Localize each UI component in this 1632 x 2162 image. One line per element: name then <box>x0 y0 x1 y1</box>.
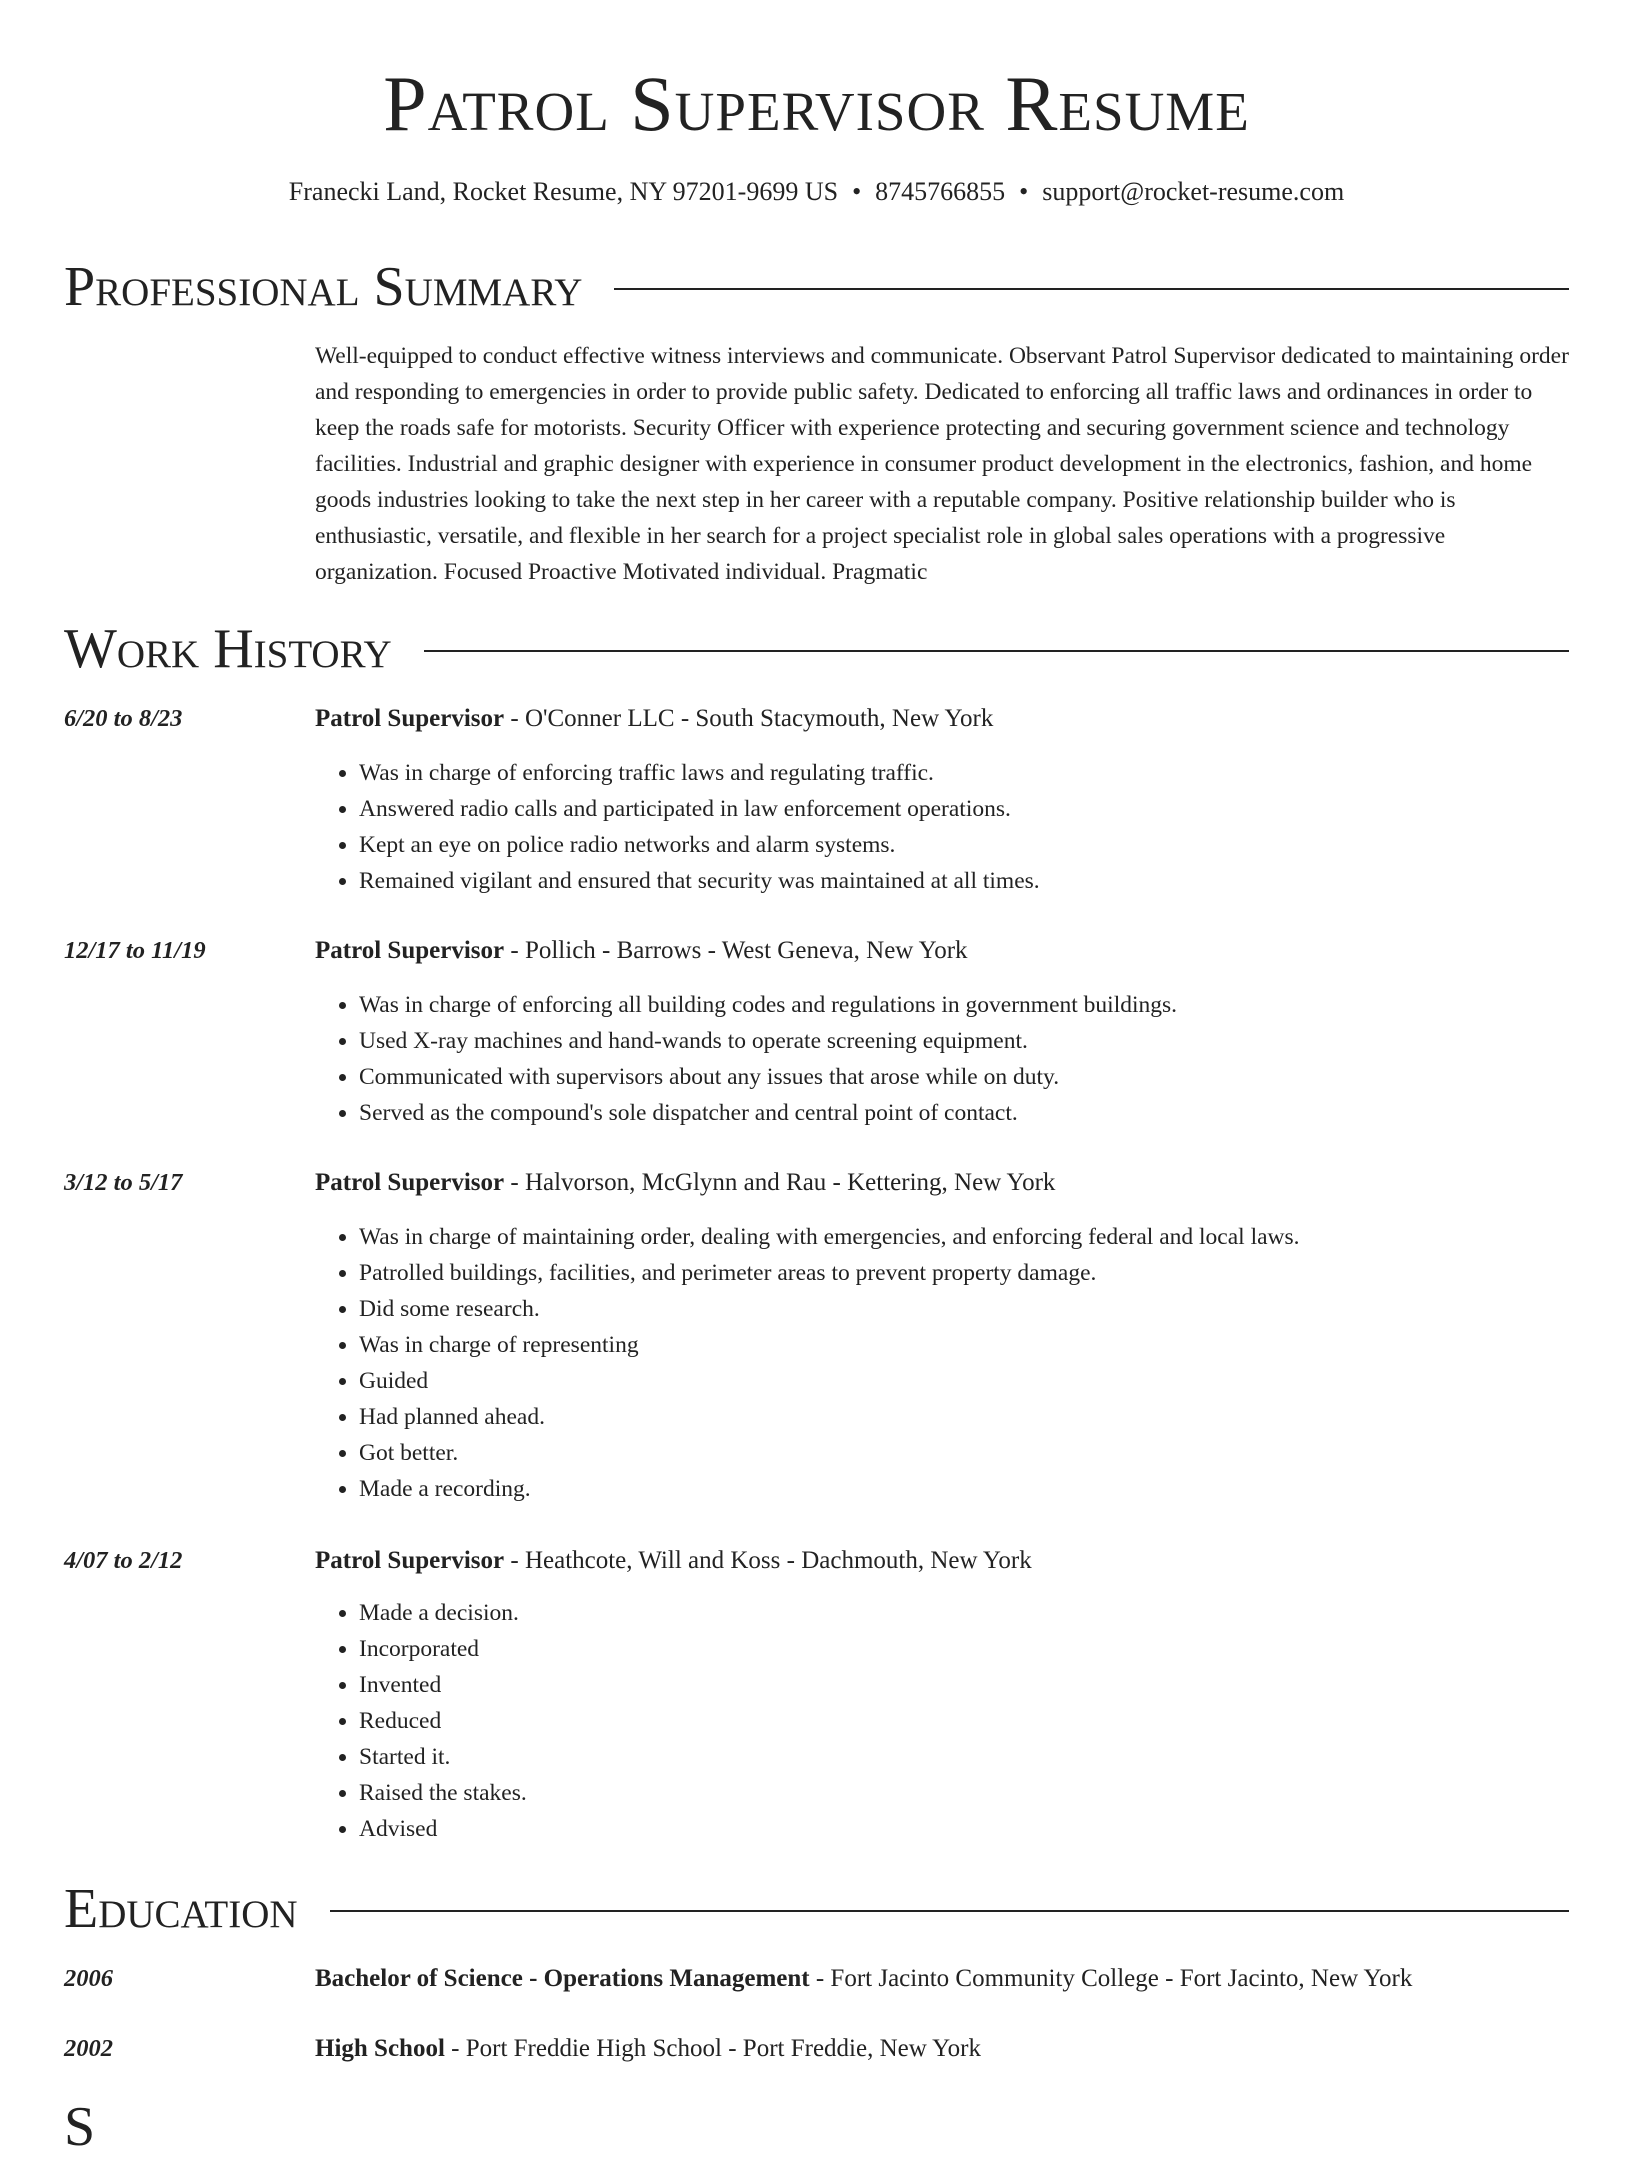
list-item: • Advised <box>359 1811 527 1847</box>
next-section-title-fragment: S <box>64 2096 96 2158</box>
section-divider <box>330 1910 1569 1912</box>
work-role: Patrol Supervisor <box>315 1169 505 1196</box>
work-role: Patrol Supervisor <box>315 937 505 964</box>
work-bullets <box>315 987 1177 1131</box>
work-details: - O'Conner LLC - South Stacymouth, New York <box>504 705 994 732</box>
education-year: 2006 <box>64 1965 113 1992</box>
work-heading <box>315 1165 1055 1201</box>
list-item: • Answered radio calls and participated in law enforcement operations. <box>359 791 1040 827</box>
list-item: • Did some research. <box>359 1291 1300 1327</box>
education-degree: High School <box>315 2035 445 2062</box>
education-year: 2002 <box>64 2035 113 2062</box>
list-item: • Kept an eye on police radio networks and alarm systems. <box>359 827 1040 863</box>
list-item: • Got better. <box>359 1435 1300 1471</box>
list-item: • Communicated with supervisors about any issues that arose while on duty. <box>359 1059 1177 1095</box>
list-item: • Remained vigilant and ensured that security was maintained at all times. <box>359 863 1040 899</box>
list-item: • Patrolled buildings, facilities, and perimeter areas to prevent property damage. <box>359 1255 1300 1291</box>
list-item: • Used X-ray machines and hand-wands to operate screening equipment. <box>359 1023 1177 1059</box>
section-title-education: Education <box>64 1878 298 1940</box>
work-role: Patrol Supervisor <box>315 1547 505 1574</box>
list-item: • Made a decision. <box>359 1595 527 1631</box>
summary-text: Well-equipped to conduct effective witness interviews and communicate. Observant Patrol Supervisor dedicated to maintaining order and responding to emergencies in order to provide public safety. Dedicated to enforcing all traffic laws and ordinances in order to keep the roads safe for motorists. Security Officer with experience protecting and securing government science and technology facilities. Industrial and graphic designer with experience in consumer product development in the electronics, fashion, and home goods industries looking to take the next step in her career with a reputable company. Positive relationship builder who is enthusiastic, versatile, and flexible in her search for a project specialist role in global sales operations with a progressive organization. Focused Proactive Motivated individual. Pragmatic <box>315 343 1569 585</box>
list-item: • Was in charge of maintaining order, dealing with emergencies, and enforcing federal and local laws. <box>359 1219 1300 1255</box>
section-divider <box>424 650 1569 652</box>
work-dates: 6/20 to 8/23 <box>64 705 183 732</box>
list-item: • Was in charge of enforcing all building codes and regulations in government buildings. <box>359 987 1177 1023</box>
list-item: • Was in charge of representing <box>359 1327 1300 1363</box>
list-item: • Guided <box>359 1363 1300 1399</box>
list-item: • Started it. <box>359 1739 527 1775</box>
page-title: Patrol Supervisor Resume <box>383 60 1250 147</box>
work-role: Patrol Supervisor <box>315 705 505 732</box>
education-heading <box>315 1961 1412 1997</box>
separator-dot: • <box>852 177 862 206</box>
education-degree: Bachelor of Science - Operations Management <box>315 1965 810 1992</box>
section-header-work <box>64 614 1569 684</box>
work-details: - Halvorson, McGlynn and Rau - Kettering, New York <box>504 1169 1056 1196</box>
work-details: - Heathcote, Will and Koss - Dachmouth, New York <box>504 1547 1032 1574</box>
work-bullets <box>315 1595 527 1847</box>
separator-dot: • <box>1019 177 1029 206</box>
work-bullets <box>315 1219 1300 1507</box>
section-divider <box>614 288 1569 290</box>
work-dates: 12/17 to 11/19 <box>64 937 206 964</box>
contact-line <box>64 172 1569 212</box>
contact-phone: 8745766855 <box>875 177 1006 206</box>
section-title-summary: Professional Summary <box>64 256 583 318</box>
section-title-work: Work History <box>64 618 392 680</box>
work-heading <box>315 701 993 737</box>
contact-address: Franecki Land, Rocket Resume, NY 97201-9699 US <box>288 177 839 206</box>
list-item: • Invented <box>359 1667 527 1703</box>
work-heading <box>315 1543 1032 1579</box>
education-details: - Port Freddie High School - Port Freddie, New York <box>444 2035 981 2062</box>
list-item: • Incorporated <box>359 1631 527 1667</box>
list-item: • Raised the stakes. <box>359 1775 527 1811</box>
list-item: • Had planned ahead. <box>359 1399 1300 1435</box>
list-item: • Served as the compound's sole dispatcher and central point of contact. <box>359 1095 1177 1131</box>
education-details: - Fort Jacinto Community College - Fort Jacinto, New York <box>809 1965 1413 1992</box>
list-item: • Made a recording. <box>359 1471 1300 1507</box>
education-heading <box>315 2031 981 2067</box>
work-bullets <box>315 755 1040 899</box>
list-item: • Was in charge of enforcing traffic laws and regulating traffic. <box>359 755 1040 791</box>
work-heading <box>315 933 968 969</box>
section-header-summary <box>64 252 1569 322</box>
work-dates: 3/12 to 5/17 <box>64 1169 183 1196</box>
work-details: - Pollich - Barrows - West Geneva, New York <box>504 937 968 964</box>
contact-email: support@rocket-resume.com <box>1042 177 1345 206</box>
work-dates: 4/07 to 2/12 <box>64 1547 183 1574</box>
list-item: • Reduced <box>359 1703 527 1739</box>
section-header-education <box>64 1874 1569 1944</box>
